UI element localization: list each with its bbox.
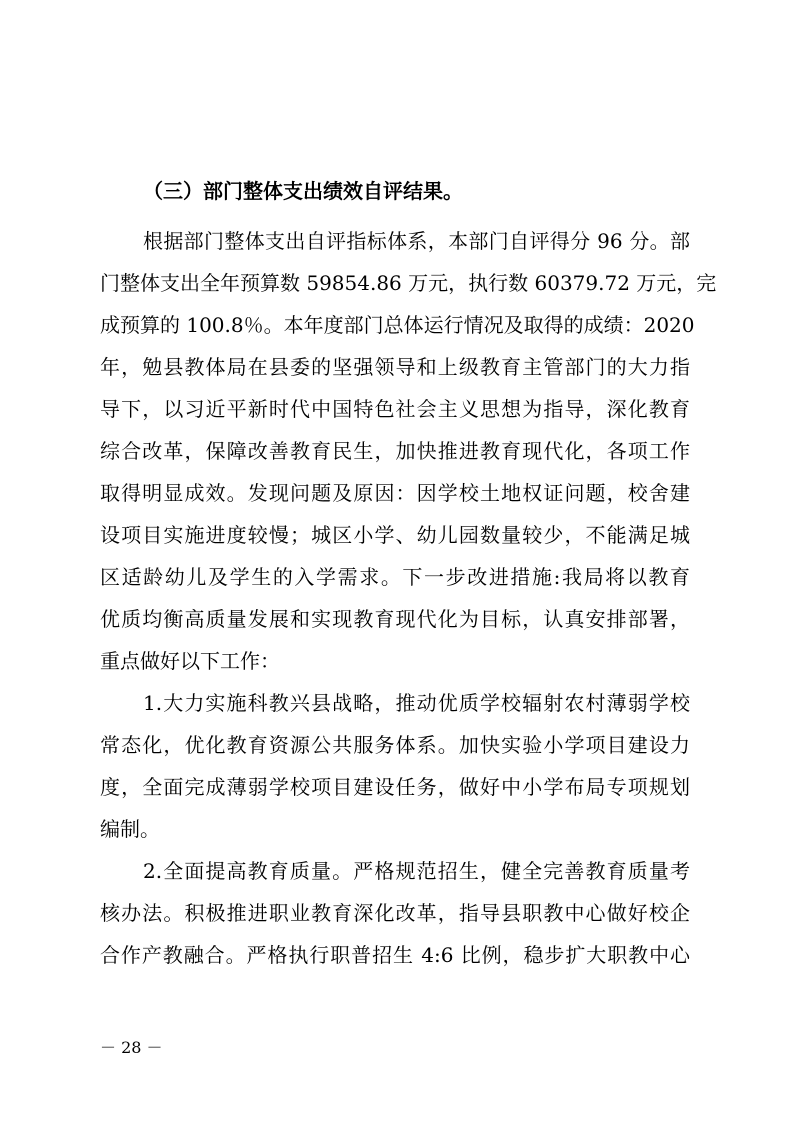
paragraph-line: 年，勉县教体局在县委的坚强领导和上级教育主管部门的大力指 (100, 355, 690, 379)
list-item-line: 核办法。积极推进职业教育深化改革，指导县职教中心做好校企 (100, 901, 690, 925)
paragraph-line: 取得明显成效。发现问题及原因：因学校土地权证问题，校舍建 (100, 481, 690, 505)
list-item-line: 1.大力实施科教兴县战略，推动优质学校辐射农村薄弱学校 (143, 691, 690, 715)
paragraph-line: 设项目实施进度较慢；城区小学、幼儿园数量较少，不能满足城 (100, 523, 690, 547)
page-number: － 28 － (100, 1038, 163, 1057)
paragraph-line: 重点做好以下工作： (100, 649, 280, 673)
list-item-line: 编制。 (100, 817, 160, 841)
paragraph-line: 导下，以习近平新时代中国特色社会主义思想为指导，深化教育 (100, 397, 690, 421)
paragraph-line: 成预算的 100.8％。本年度部门总体运行情况及取得的成绩：2020 (100, 313, 695, 337)
paragraph-line: 综合改革，保障改善教育民生，加快推进教育现代化，各项工作 (100, 439, 690, 463)
paragraph-line: 优质均衡高质量发展和实现教育现代化为目标，认真安排部署， (100, 607, 690, 631)
list-item-line: 合作产教融合。严格执行职普招生 4:6 比例，稳步扩大职教中心 (100, 943, 690, 967)
section-heading: （三）部门整体支出绩效自评结果。 (143, 179, 463, 203)
list-item-line: 常态化，优化教育资源公共服务体系。加快实验小学项目建设力 (100, 733, 690, 757)
list-item-line: 度，全面完成薄弱学校项目建设任务，做好中小学布局专项规划 (100, 775, 690, 799)
list-item-line: 2.全面提高教育质量。严格规范招生，健全完善教育质量考 (143, 859, 690, 883)
paragraph-line: 门整体支出全年预算数 59854.86 万元，执行数 60379.72 万元，完 (100, 271, 717, 295)
paragraph-line: 区适龄幼儿及学生的入学需求。下一步改进措施:我局将以教育 (100, 565, 690, 589)
paragraph-line: 根据部门整体支出自评指标体系，本部门自评得分 96 分。部 (143, 229, 690, 253)
